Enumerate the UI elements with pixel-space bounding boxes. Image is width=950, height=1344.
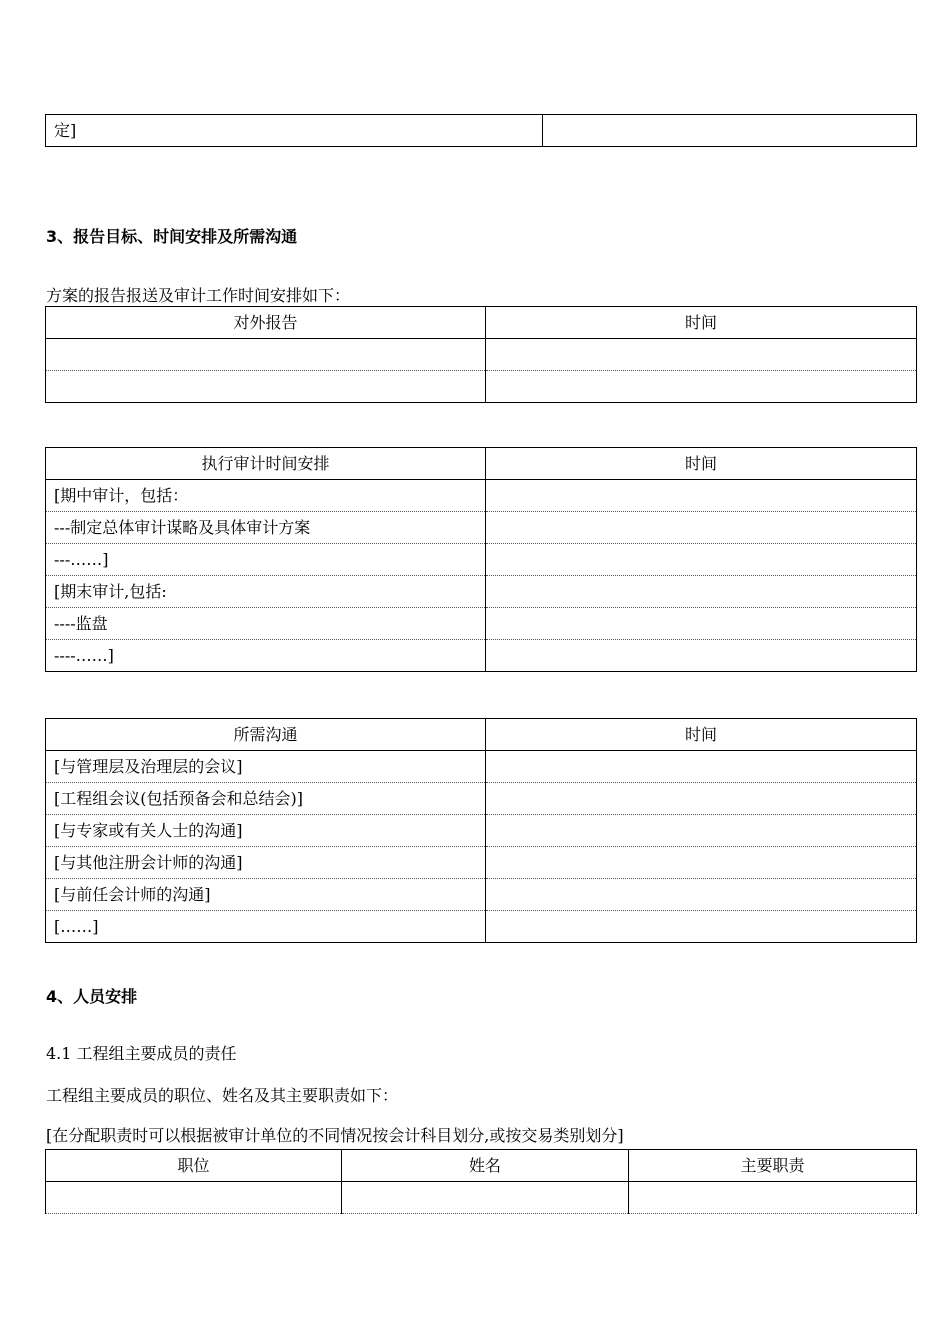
section-4-description: 工程组主要成员的职位、姓名及其主要职责如下： [46, 1086, 399, 1105]
table-cell [46, 1182, 342, 1214]
column-header: 姓名 [342, 1150, 629, 1182]
table-cell: [工程组会议(包括预备会和总结会)] [46, 783, 486, 815]
table-row [46, 371, 917, 403]
table-cell [486, 480, 917, 512]
table-cell: 定] [46, 115, 543, 147]
table-cell: [期末审计,包括: [46, 576, 486, 608]
table-cell: [……] [46, 911, 486, 943]
table-cell: [与专家或有关人士的沟通] [46, 815, 486, 847]
column-header: 时间 [486, 307, 917, 339]
exec-schedule-table [45, 447, 917, 672]
table-cell [543, 115, 917, 147]
column-header: 所需沟通 [46, 719, 486, 751]
column-header: 职位 [46, 1150, 342, 1182]
table-cell [486, 879, 917, 911]
column-header: 时间 [486, 719, 917, 751]
table-header-row [46, 1150, 917, 1182]
table-row [46, 608, 917, 640]
table-row [46, 911, 917, 943]
table-row [46, 576, 917, 608]
top-table [45, 114, 917, 147]
table-row [46, 640, 917, 672]
table-cell: [与其他注册会计师的沟通] [46, 847, 486, 879]
table-cell [486, 911, 917, 943]
table-cell [486, 339, 917, 371]
table-cell [486, 815, 917, 847]
table-cell [486, 847, 917, 879]
table-cell: ---……] [46, 544, 486, 576]
table-row [46, 480, 917, 512]
column-header: 时间 [486, 448, 917, 480]
table-cell: [与管理层及治理层的会议] [46, 751, 486, 783]
table-row [46, 544, 917, 576]
column-header: 对外报告 [46, 307, 486, 339]
table-row [46, 879, 917, 911]
table-cell: [期中审计，包括： [46, 480, 486, 512]
column-header: 执行审计时间安排 [46, 448, 486, 480]
table-row [46, 751, 917, 783]
report-table [45, 306, 917, 403]
section-4-heading: 4、人员安排 [46, 987, 138, 1006]
table-row [46, 339, 917, 371]
table-cell: [与前任会计师的沟通] [46, 879, 486, 911]
section-3-intro: 方案的报告报送及审计工作时间安排如下： [46, 286, 351, 305]
table-header-row [46, 307, 917, 339]
table-cell [486, 576, 917, 608]
table-cell [342, 1182, 629, 1214]
communication-table [45, 718, 917, 943]
table-header-row [46, 448, 917, 480]
section-4-note: [在分配职责时可以根据被审计单位的不同情况按会计科目划分,或按交易类别划分] [46, 1126, 624, 1145]
staff-table [45, 1149, 917, 1214]
table-header-row [46, 719, 917, 751]
section-4-1-subheading: 4.1 工程组主要成员的责任 [46, 1044, 237, 1063]
table-cell [486, 608, 917, 640]
table-cell: ---制定总体审计谋略及具体审计方案 [46, 512, 486, 544]
table-cell: ----……] [46, 640, 486, 672]
table-cell [46, 339, 486, 371]
section-3-heading: 3、报告目标、时间安排及所需沟通 [46, 227, 298, 246]
table-cell [629, 1182, 917, 1214]
table-row [46, 815, 917, 847]
table-cell [486, 512, 917, 544]
table-cell [486, 783, 917, 815]
table-row [46, 115, 917, 147]
column-header: 主要职责 [629, 1150, 917, 1182]
table-row [46, 847, 917, 879]
table-cell [486, 751, 917, 783]
table-cell [486, 640, 917, 672]
table-cell: ----监盘 [46, 608, 486, 640]
table-row [46, 783, 917, 815]
table-cell [486, 371, 917, 403]
table-row [46, 1182, 917, 1214]
table-cell [46, 371, 486, 403]
table-row [46, 512, 917, 544]
table-cell [486, 544, 917, 576]
